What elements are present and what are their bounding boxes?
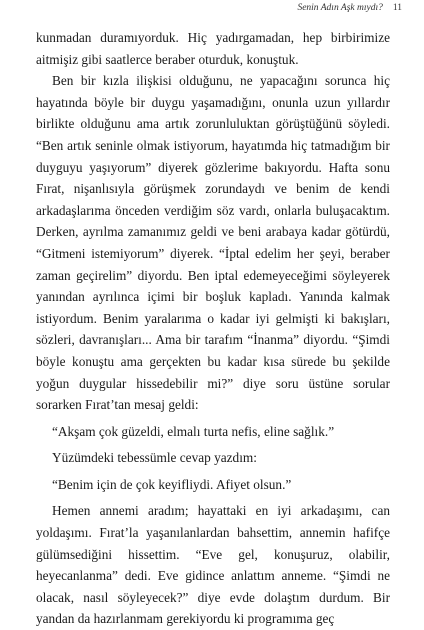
paragraph-mother-call: Hemen annemi aradım; hayattaki en iyi arkadaşımı, can yoldaşımı. Fırat’la yaşanılanlardan bahsettim, annemin hafifçe gülümsediğini hissettim. “Eve gel, konuşuruz, olabilir, heyecanlanma” dedi. Eve gidince anlattım anneme. “Şimdi ne olacak, nasıl söyleyecek?” diye evde dolaştım durdum. Bir yandan da hazırlanmam gerekiyordu ki programıma geç [36,503,390,627]
running-header [297,3,402,13]
paragraph-story: Ben bir kızla ilişkisi olduğunu, ne yapacağını sorunca hiç hayatında böyle bir duygu yaşamadığını, onunla uzun yıllardır birlikte olduğunu ama artık zorunluluktan görüştüğünü söyledi. “Ben artık seninle olmak istiyorum, hayatımda hiç tatmadığım bir duyguyu yaşıyorum” diyerek gözlerime bakıyordu. Hafta sonu Fırat, nişanlısıyla görüşmek zorundaydı ve benim de kendi arkadaşlarıma önceden verdiğim söz vardı, onlarla buluşacaktım. Derken, ayrılma zamanımız geldi ve beni arabaya kadar götürdü, “Gitmeni istemiyorum” diyerek. “İptal edelim her şeyi, beraber zaman geçirelim” diyordu. Ben iptal edemeyeceğimi söyleyerek yanından ayrılınca içimi bir boşluk kapladı. Yanında kalmak istiyordum. Benim yaralarıma o kadar iyi gelmişti ki bakışları, sözleri, davranışları... Ama bir tarafım “İnanma” diyordu. “Şimdi böyle konuştu ama gerçekten bu kadar kısa sürede bu şekilde yoğun duygular hissedebilir mi?” diye soru üstüne sorular sorarken Fırat’tan mesaj geldi: [36,73,390,413]
page-body [36,27,390,630]
paragraph-reply-intro: Yüzümdeki tebessümle cevap yazdım: [52,450,257,466]
paragraph-reply-message: “Benim için de çok keyifliydi. Afiyet olsun.” [52,476,292,492]
page-number: 11 [392,3,402,13]
running-title: Senin Adın Aşk mıydı? [297,3,383,13]
paragraph-continued: kunmadan duramıyorduk. Hiç yadırgamadan, hep birbirimize aitmişiz gibi saatlerce beraber oturduk, konuştuk. [36,30,390,67]
paragraph-message-received: “Akşam çok güzeldi, elmalı turta nefis, eline sağlık.” [52,423,335,439]
